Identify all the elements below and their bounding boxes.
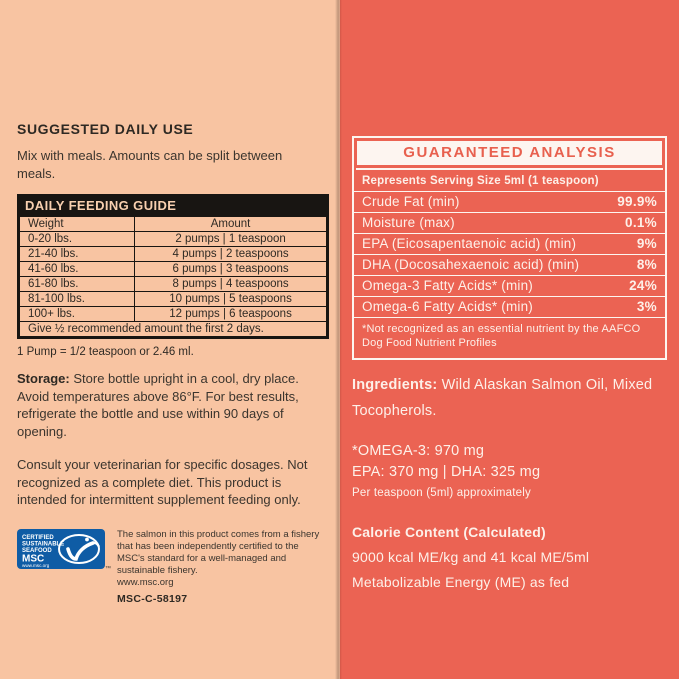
- analysis-row: [354, 212, 665, 233]
- msc-logo-image: [17, 529, 105, 569]
- amount-cell: 4 pumps | 2 teaspoons: [135, 247, 327, 262]
- feeding-guide-footer-row: [20, 322, 327, 337]
- msc-text-block: [117, 529, 328, 605]
- ingredients-paragraph: [352, 372, 667, 424]
- ingredients-text: Wild Alaskan Salmon Oil, Mixed Tocopherols.: [352, 377, 653, 419]
- analysis-label: Omega-3 Fatty Acids* (min): [362, 278, 533, 293]
- analysis-row: [354, 191, 665, 212]
- right-panel: [340, 0, 679, 679]
- msc-logo-line1: CERTIFIED: [22, 534, 54, 541]
- pump-note: 1 Pump = 1/2 teaspoon or 2.46 ml.: [17, 346, 194, 358]
- weight-cell: 0-20 lbs.: [20, 232, 135, 247]
- weight-cell: 100+ lbs.: [20, 307, 135, 322]
- analysis-label: Omega-6 Fatty Acids* (min): [362, 299, 533, 314]
- omega3-line: *OMEGA-3: 970 mg: [352, 443, 485, 459]
- weight-cell: 81-100 lbs.: [20, 292, 135, 307]
- analysis-row: [354, 254, 665, 275]
- analysis-label: Crude Fat (min): [362, 194, 460, 209]
- storage-label: Storage:: [17, 371, 70, 386]
- guaranteed-analysis-box: [352, 136, 667, 360]
- omega-block: [352, 441, 667, 501]
- calorie-heading: Calorie Content (Calculated): [352, 524, 546, 540]
- analysis-row: [354, 296, 665, 317]
- analysis-value: 3%: [636, 299, 657, 314]
- analysis-value: 99.9%: [617, 194, 657, 209]
- storage-text: Store bottle upright in a cool, dry place. Avoid temperatures above 86°F. For best results, refrigerate the bottle and use within 90 days of opening.: [17, 371, 299, 439]
- feeding-guide-row: [20, 292, 327, 307]
- column-header-weight: Weight: [20, 217, 135, 232]
- feeding-guide-title: DAILY FEEDING GUIDE: [19, 196, 327, 216]
- analysis-value: 0.1%: [625, 215, 657, 230]
- ingredients-label: Ingredients:: [352, 377, 438, 393]
- msc-statement: The salmon in this product comes from a fishery that has been independently certified to the MSC's standard for a well-managed and sustainable fishery.: [117, 528, 320, 576]
- trademark-symbol: ™: [105, 565, 111, 572]
- suggested-daily-use-heading: SUGGESTED DAILY USE: [17, 121, 194, 137]
- msc-logo-url: www.msc.org: [22, 562, 50, 568]
- feeding-guide-row: [20, 277, 327, 292]
- daily-feeding-guide: [17, 194, 329, 339]
- amount-cell: 2 pumps | 1 teaspoon: [135, 232, 327, 247]
- consult-paragraph: Consult your veterinarian for specific dosages. Not recognized as a complete diet. This product is intended for intermittent supplement feeding only.: [17, 457, 308, 507]
- aafco-footnote: *Not recognized as an essential nutrient by the AAFCO Dog Food Nutrient Profiles: [354, 317, 665, 358]
- msc-logo-line2: SUSTAINABLE: [22, 541, 65, 547]
- weight-cell: 61-80 lbs.: [20, 277, 135, 292]
- weight-cell: 21-40 lbs.: [20, 247, 135, 262]
- analysis-value: 9%: [636, 236, 657, 251]
- feeding-guide-row: [20, 247, 327, 262]
- msc-logo-brand: MSC: [22, 553, 45, 564]
- amount-cell: 10 pumps | 5 teaspoons: [135, 292, 327, 307]
- calorie-block: [352, 520, 667, 595]
- msc-url: www.msc.org: [117, 576, 174, 588]
- amount-cell: 6 pumps | 3 teaspoons: [135, 262, 327, 277]
- analysis-label: DHA (Docosahexaenoic acid) (min): [362, 257, 580, 272]
- feeding-guide-footer: Give ½ recommended amount the first 2 days.: [20, 322, 327, 337]
- epa-dha-line: EPA: 370 mg | DHA: 325 mg: [352, 464, 541, 480]
- analysis-row: [354, 275, 665, 296]
- analysis-row: [354, 233, 665, 254]
- storage-paragraph: [17, 370, 325, 440]
- analysis-value: 24%: [629, 278, 657, 293]
- serving-size-note: Represents Serving Size 5ml (1 teaspoon): [362, 175, 599, 187]
- msc-certification: [17, 529, 328, 605]
- guaranteed-analysis-rows: [354, 191, 665, 317]
- feeding-guide-row: [20, 262, 327, 277]
- amount-cell: 12 pumps | 6 teaspoons: [135, 307, 327, 322]
- calorie-line2: Metabolizable Energy (ME) as fed: [352, 574, 570, 590]
- calorie-line1: 9000 kcal ME/kg and 41 kcal ME/5ml: [352, 549, 590, 565]
- per-teaspoon-note: Per teaspoon (5ml) approximately: [352, 487, 531, 499]
- column-header-amount: Amount: [135, 217, 327, 232]
- msc-logo: [17, 529, 109, 574]
- analysis-value: 8%: [636, 257, 657, 272]
- msc-code: MSC-C-58197: [117, 592, 188, 605]
- guaranteed-analysis-title: GUARANTEED ANALYSIS: [357, 141, 662, 165]
- amount-cell: 8 pumps | 4 teaspoons: [135, 277, 327, 292]
- analysis-label: EPA (Eicosapentaenoic acid) (min): [362, 236, 577, 251]
- feeding-guide-header-row: [20, 217, 327, 232]
- feeding-guide-row: [20, 307, 327, 322]
- weight-cell: 41-60 lbs.: [20, 262, 135, 277]
- feeding-guide-table: [19, 216, 327, 337]
- intro-text: Mix with meals. Amounts can be split between meals.: [17, 148, 283, 181]
- feeding-guide-body: [20, 232, 327, 322]
- feeding-guide-row: [20, 232, 327, 247]
- analysis-label: Moisture (max): [362, 215, 455, 230]
- msc-logo-line3: SEAFOOD: [22, 547, 52, 554]
